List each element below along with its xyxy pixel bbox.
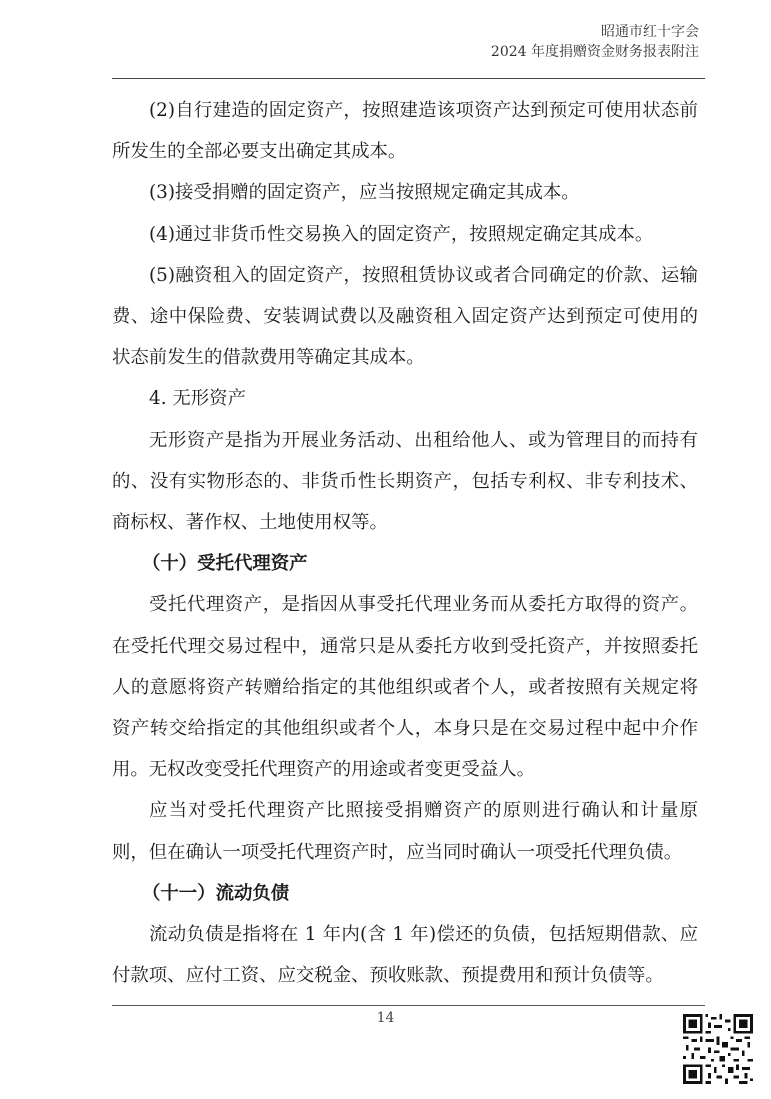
header-report-title: 2024 年度捐赠资金财务报表附注 [490,44,699,60]
section-heading-current-liabilities: （十一）流动负债 [142,882,290,904]
page-number: 14 [376,1010,395,1026]
header-organization: 昭通市红十字会 [601,24,699,40]
paragraph-entrusted-assets-recognition: 应当对受托代理资产比照接受捐赠资产的原则进行确认和计量原则，但在确认一项受托代理资产时，应当同时确认一项受托代理负债。 [112,800,698,863]
paragraph-intangible-assets: 无形资产是指为开展业务活动、出租给他人、或为管理目的而持有的、没有实物形态的、非货币性长期资产，包括专利权、非专利技术、商标权、著作权、土地使用权等。 [112,429,698,534]
section-heading-intangible-assets: 4. 无形资产 [149,388,246,410]
paragraph-self-built-assets: (2)自行建造的固定资产，按照建造该项资产达到预定可使用状态前所发生的全部必要支出确定其成本。 [112,100,698,163]
document-body [112,90,698,996]
section-heading-entrusted-assets: （十）受托代理资产 [142,553,308,575]
page-header [491,22,699,62]
paragraph-leased-assets: (5)融资租入的固定资产，按照租赁协议或者合同确定的价款、运输费、途中保险费、安装调试费以及融资租入固定资产达到预定可使用的状态前发生的借款费用等确定其成本。 [112,264,698,369]
qr-code-icon [683,1014,753,1084]
paragraph-donated-assets: (3)接受捐赠的固定资产，应当按照规定确定其成本。 [149,182,580,204]
header-divider [112,78,705,79]
footer-divider [112,1005,705,1006]
paragraph-current-liabilities: 流动负债是指将在 1 年内(含 1 年)偿还的负债，包括短期借款、应付款项、应付工资、应交税金、预收账款、预提费用和预计负债等。 [112,924,698,987]
paragraph-entrusted-assets-definition: 受托代理资产，是指因从事受托代理业务而从委托方取得的资产。在受托代理交易过程中，通常只是从委托方收到受托资产，并按照委托人的意愿将资产转赠给指定的其他组织或者个人，或者按照有关规定将资产转交给指定的其他组织或者个人，本身只是在交易过程中起中介作用。无权改变受托代理资产的用途或者变更受益人。 [112,594,698,781]
paragraph-exchanged-assets: (4)通过非货币性交易换入的固定资产，按照规定确定其成本。 [149,223,654,245]
